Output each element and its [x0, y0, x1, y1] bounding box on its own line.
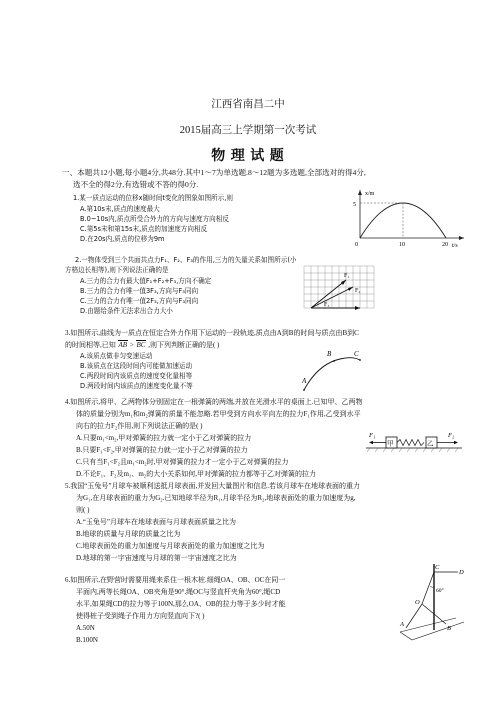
q2-force-grid [302, 264, 376, 314]
q1-stem: 1.某一质点运动的位移x随时间t变化的图象如图所示,则 [73, 194, 233, 202]
q6-option-b: B.100N [76, 636, 98, 644]
q3-option-a: A.该质点做非匀变速运动 [80, 352, 153, 360]
q5-stem-2: 为G₁,在月球表面的重力为G₂.已知地球半径为R₁,月球半径为R₂,地球表面处的重力加速度为g, [76, 494, 356, 502]
q1-option-b: B.0~10s内,质点所受合外力的方向与速度方向相反 [80, 215, 229, 223]
q4-spring-figure [366, 424, 462, 454]
exam-title: 2015届高三上学期第一次考试 [179, 125, 317, 136]
section-intro-line1: 一、本题共12小题,每小题4分,共48分.其中1～7为单选题.8～12题为多选题,全部选对的得4分, [62, 168, 366, 177]
q3-arc-bc: BC [136, 341, 146, 349]
q5-stem-3: 则( ) [76, 506, 90, 514]
q2-label-f3: F₃ [324, 302, 330, 308]
q3-stem-2 [65, 341, 219, 350]
q3-point-b: B [327, 350, 332, 358]
q4-label-f1: F₁ [369, 432, 376, 439]
q3-trajectory [296, 350, 366, 396]
q1-graph-xtick-10: 10 [399, 242, 405, 248]
q3-option-d: D.两段时间内该质点的速度变化量不等 [80, 382, 193, 390]
q3-stem-2-post: ,则下列判断正确的是( ) [148, 341, 220, 349]
q1-option-d: D.在20s内,质点的位移为9m [80, 235, 165, 243]
q2-stem-1: 2.一物体受到三个共面共点力F₁、F₂、F₃的作用,三力的矢量关系如图所示(小 [75, 256, 297, 264]
q3-gt-sign: > [129, 341, 134, 349]
section-intro-line2: 选不全的得2分,有选错或不答的得0分. [73, 180, 199, 189]
q1-graph-yunit: x/m [365, 191, 375, 197]
q6-stem-1: 6.如图所示,在野营时需要用绳来系住一根木桩.细绳OA、OB、OC在同一 [65, 576, 286, 584]
q6-label-o: O [415, 599, 420, 606]
q2-option-a: A.三力的合力有最大值F₁+F₂+F₃,方向不确定 [80, 277, 212, 285]
q4-label-jia: 甲 [387, 440, 394, 448]
q4-stem-2: 体的质量分别为m₁和m₂弹簧的质量不能忽略.若甲受到方向水平向左的拉力F₁作用,乙受到水平 [76, 410, 361, 418]
q6-label-a: A [400, 621, 404, 628]
q5-option-a: A.“玉兔号”月球车在地球表面与月球表面质量之比为 [76, 518, 237, 526]
q1-graph-xtick-0: 0 [355, 242, 358, 248]
q6-label-d: D [459, 569, 464, 576]
q3-point-a: A [302, 377, 307, 385]
q3-point-c: C [354, 350, 359, 358]
q4-label-f2: F₂ [448, 432, 455, 439]
q3-option-c: C.两段时间内该质点的速度变化量相等 [80, 372, 193, 380]
q1-option-c: C.第5s末和第15s末,质点的加速度方向相反 [80, 225, 208, 233]
q6-label-b: B [447, 625, 451, 632]
q3-stem-2-pre: 的时间相等,已知 [65, 341, 116, 349]
q6-option-a: A.50N [76, 624, 95, 632]
q1-graph-xtick-20: 20 [442, 242, 448, 248]
q2-label-f2: F₂ [355, 288, 361, 294]
school-name: 江西省南昌二中 [211, 99, 285, 110]
q4-option-b: B.只要F₁<F₂,甲对弹簧的拉力就一定小于乙对弹簧的拉力 [76, 446, 248, 454]
q2-option-b: B.三力的合力有唯一值3F₃,方向与F₃同向 [80, 287, 199, 295]
q6-label-angle: 60° [436, 588, 444, 594]
q6-stem-2: 平面内,两等长绳OA、OB夹角是90°.绳OC与竖直杆夹角为60°,绳CD [76, 588, 281, 596]
q1-option-a: A.第10s末,质点的速度最大 [80, 205, 160, 213]
q2-stem-2: 方格边长相等),则下列说法正确的是 [65, 266, 169, 274]
subject-title: 物 理 试 题 [211, 149, 285, 164]
q3-option-b: B.该质点在这段时间内可能做加速运动 [80, 362, 193, 370]
q4-stem-3: 向右的拉力F₂作用,则下列说法正确的是( ) [76, 422, 203, 430]
q2-option-c: C.三力的合力有唯一值2F₃,方向与F₃同向 [80, 297, 199, 305]
q5-stem-1: 5.我国“玉兔号”月球车被顺利送抵月球表面,并发回大量图片和信息.若该月球车在地球表面的重力 [65, 482, 360, 490]
q2-option-d: D.由题给条件无法求出合力大小 [80, 307, 173, 315]
q1-graph-ytick: 5 [353, 202, 356, 208]
q5-option-d: D.地球的第一宇宙速度与月球的第一宇宙速度之比为 [76, 554, 237, 562]
q4-option-c: C.只有当F₁<F₂且m₁<m₂时,甲对弹簧的拉力才一定小于乙对弹簧的拉力 [76, 458, 289, 466]
q2-label-f1: F₁ [344, 273, 350, 279]
q3-stem-1: 3.如图所示,曲线为一质点在恒定合外力作用下运动的一段轨迹,质点由A到B的时间与质点由B到C [65, 329, 359, 337]
q1-xt-graph [332, 186, 472, 250]
q3-arc-ab: AB [118, 341, 128, 349]
q6-stake-figure [394, 560, 466, 642]
q6-stem-3: 水平,如果绳CD的拉力等于100N,那么OA、OB的拉力等于多少时才能 [76, 600, 286, 608]
q6-stem-4: 使得桩子受到绳子作用力方向竖直向下?( ) [76, 612, 205, 620]
q4-option-d: D.不论F₁、F₂及m₁、m₂的大小关系如何,甲对弹簧的拉力都等于乙对弹簧的拉力 [76, 470, 316, 478]
q5-option-b: B.地球的质量与月球的质量之比为 [76, 530, 181, 538]
q1-graph-xunit: t/s [452, 243, 458, 249]
q5-option-c: C.地球表面处的重力加速度与月球表面处的重力加速度之比为 [76, 542, 265, 550]
q4-option-a: A.只要m₁<m₂,甲对弹簧的拉力就一定小于乙对弹簧的拉力 [76, 434, 252, 442]
q4-stem-1: 4.如图所示,将甲、乙两物体分别固定在一根弹簧的两端,并放在光滑水平的桌面上.已知甲、乙两物 [65, 398, 363, 406]
q6-label-c: C [435, 564, 440, 571]
q4-label-yi: 乙 [427, 440, 434, 448]
